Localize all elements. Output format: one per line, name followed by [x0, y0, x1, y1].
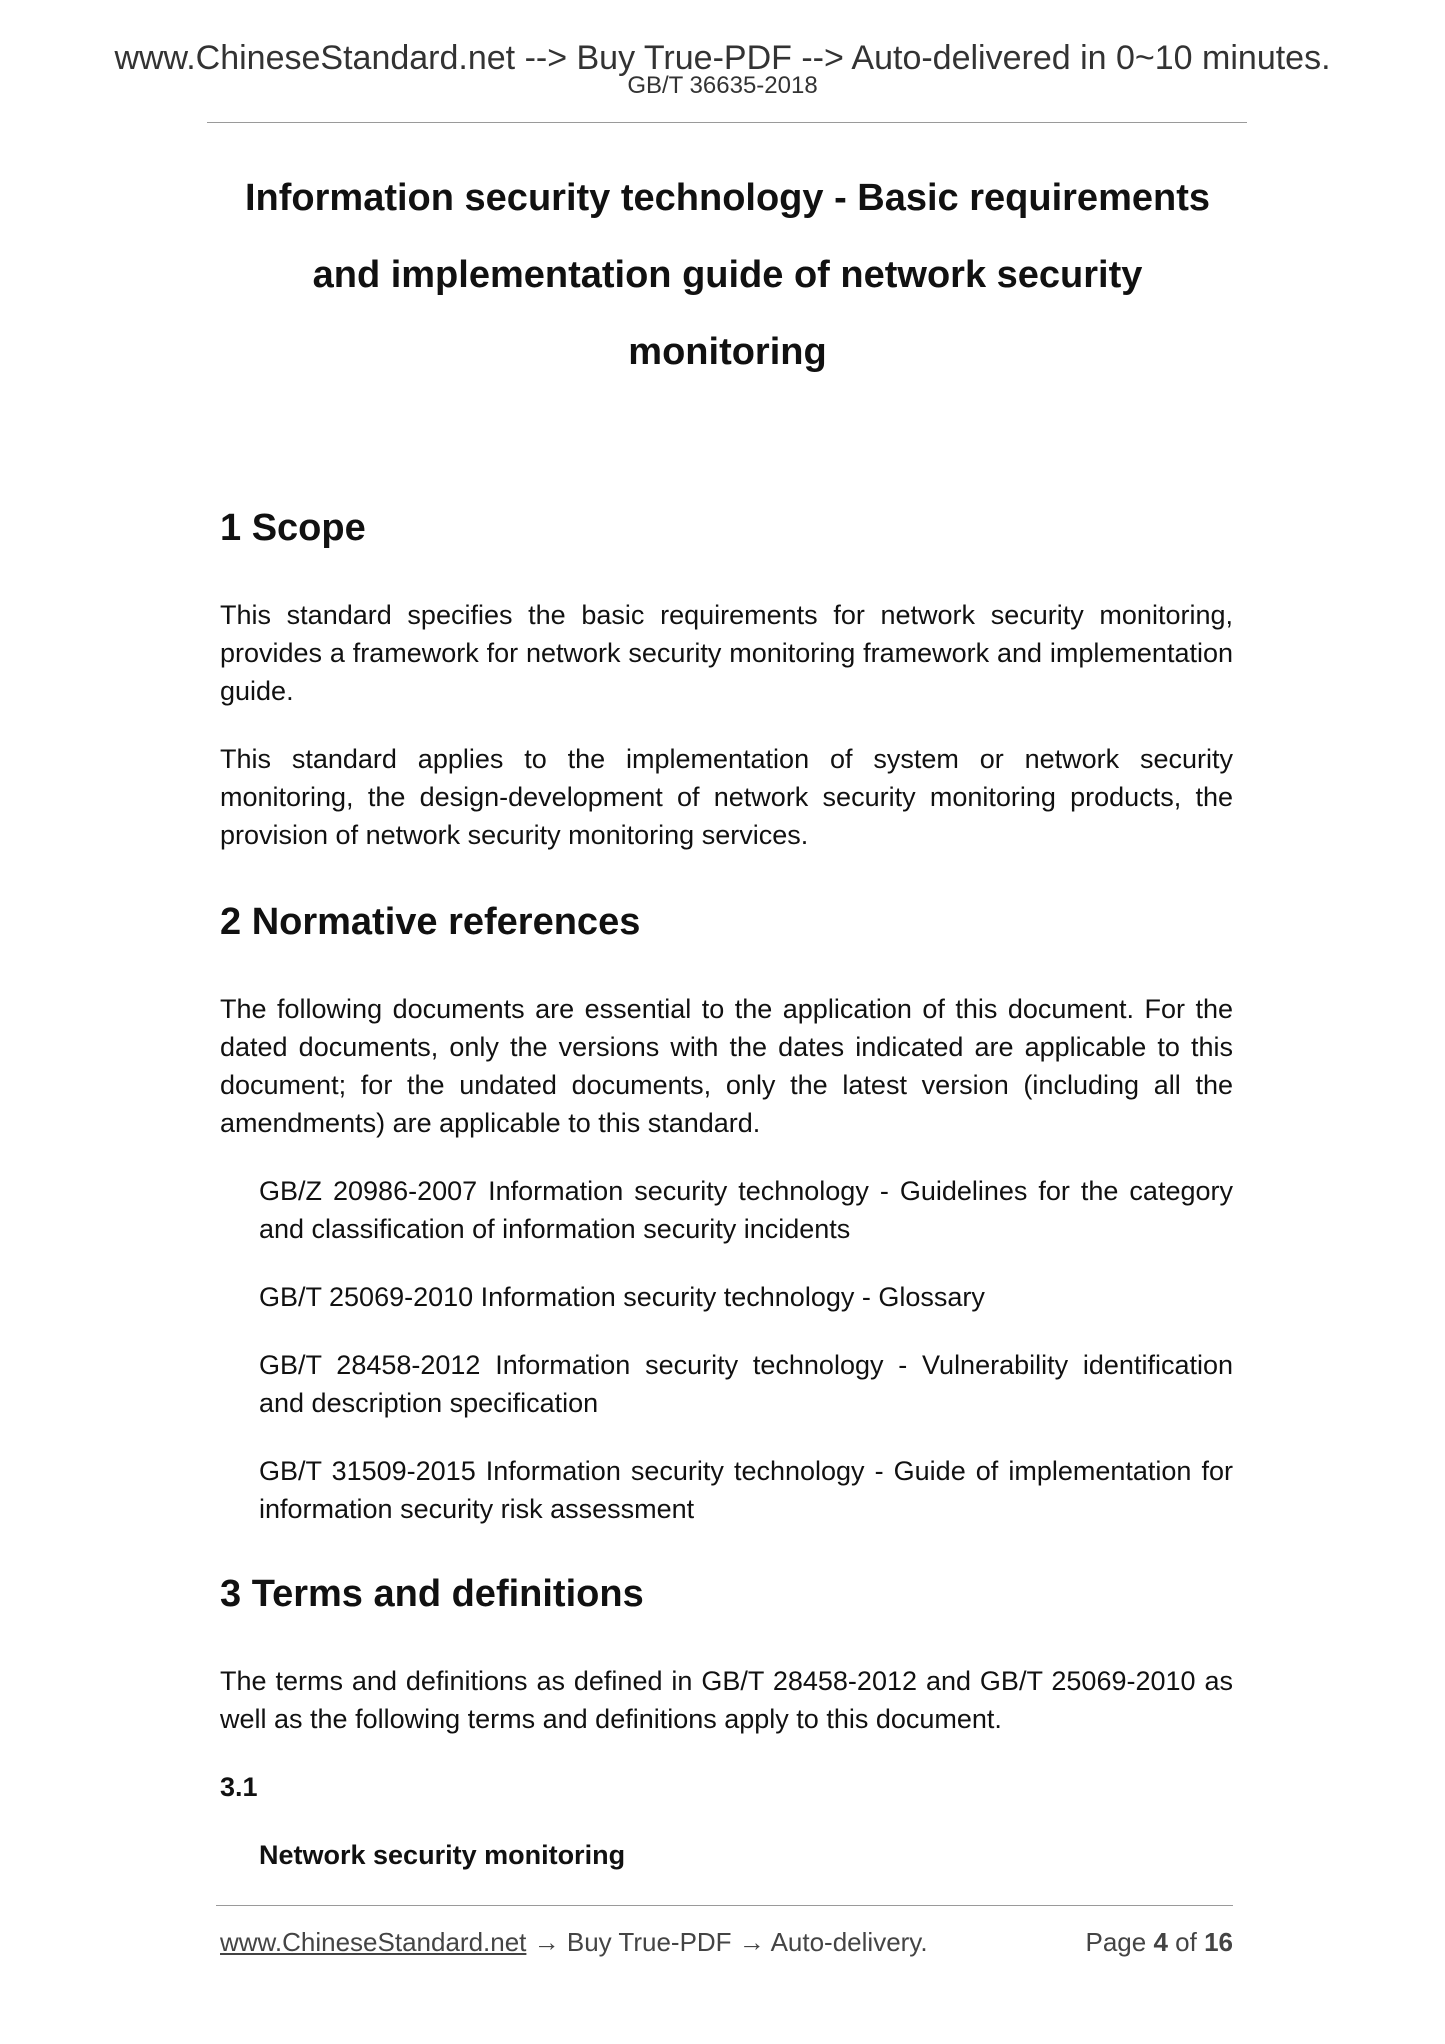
- footer-delivery-text: → Buy True-PDF → Auto-delivery.: [526, 1927, 928, 1957]
- reference-item: GB/T 28458-2012 Information security technology - Vulnerability identification and description specification: [259, 1350, 1233, 1418]
- section-2-intro: The following documents are essential to the application of this document. For the dated documents, only the versions with the dates indicated are applicable to this document; for the undated documents, only the latest version (including all the amendments) are applicable to this standard.: [220, 994, 1233, 1138]
- subclause-term: Network security monitoring: [259, 1840, 626, 1870]
- page-indicator: [1085, 1925, 1233, 1959]
- document-title: [200, 160, 1255, 391]
- page-current: 4: [1153, 1927, 1168, 1957]
- title-line-2: and implementation guide of network security: [312, 254, 1143, 296]
- reference-item: GB/T 25069-2010 Information security technology - Glossary: [259, 1282, 985, 1312]
- reference-item: GB/T 31509-2015 Information security technology - Guide of implementation for information security risk assessment: [259, 1456, 1233, 1524]
- footer-divider: [216, 1905, 1233, 1906]
- section-1-paragraph-2: This standard applies to the implementation of system or network security monitoring, the design-development of network security monitoring products, the provision of network security monitoring services.: [220, 744, 1233, 850]
- page-of: of: [1175, 1927, 1197, 1957]
- subclause-number: 3.1: [220, 1772, 258, 1802]
- section-1-paragraph-1: This standard specifies the basic requirements for network security monitoring, provides a framework for network security monitoring framework and implementation guide.: [220, 600, 1233, 706]
- page-label: Page: [1085, 1927, 1147, 1957]
- reference-item: GB/Z 20986-2007 Information security technology - Guidelines for the category and classification of information security incidents: [259, 1176, 1233, 1244]
- section-2-heading: 2 Normative references: [220, 901, 641, 943]
- section-3-heading: 3 Terms and definitions: [220, 1573, 644, 1615]
- header-divider: [207, 122, 1247, 123]
- header-standard-code: GB/T 36635-2018: [627, 72, 818, 99]
- page-footer: [220, 1925, 1233, 1959]
- title-line-1: Information security technology - Basic requirements: [245, 177, 1210, 219]
- section-1-heading: 1 Scope: [220, 507, 366, 549]
- page-total: 16: [1204, 1927, 1233, 1957]
- footer-website-link[interactable]: www.ChineseStandard.net: [220, 1927, 527, 1957]
- title-line-3: monitoring: [628, 331, 827, 373]
- header-banner: www.ChineseStandard.net --> Buy True-PDF --> Auto-delivered in 0~10 minutes.: [114, 39, 1331, 77]
- section-3-intro: The terms and definitions as defined in GB/T 28458-2012 and GB/T 25069-2010 as well as the following terms and definitions apply to this document.: [220, 1666, 1233, 1734]
